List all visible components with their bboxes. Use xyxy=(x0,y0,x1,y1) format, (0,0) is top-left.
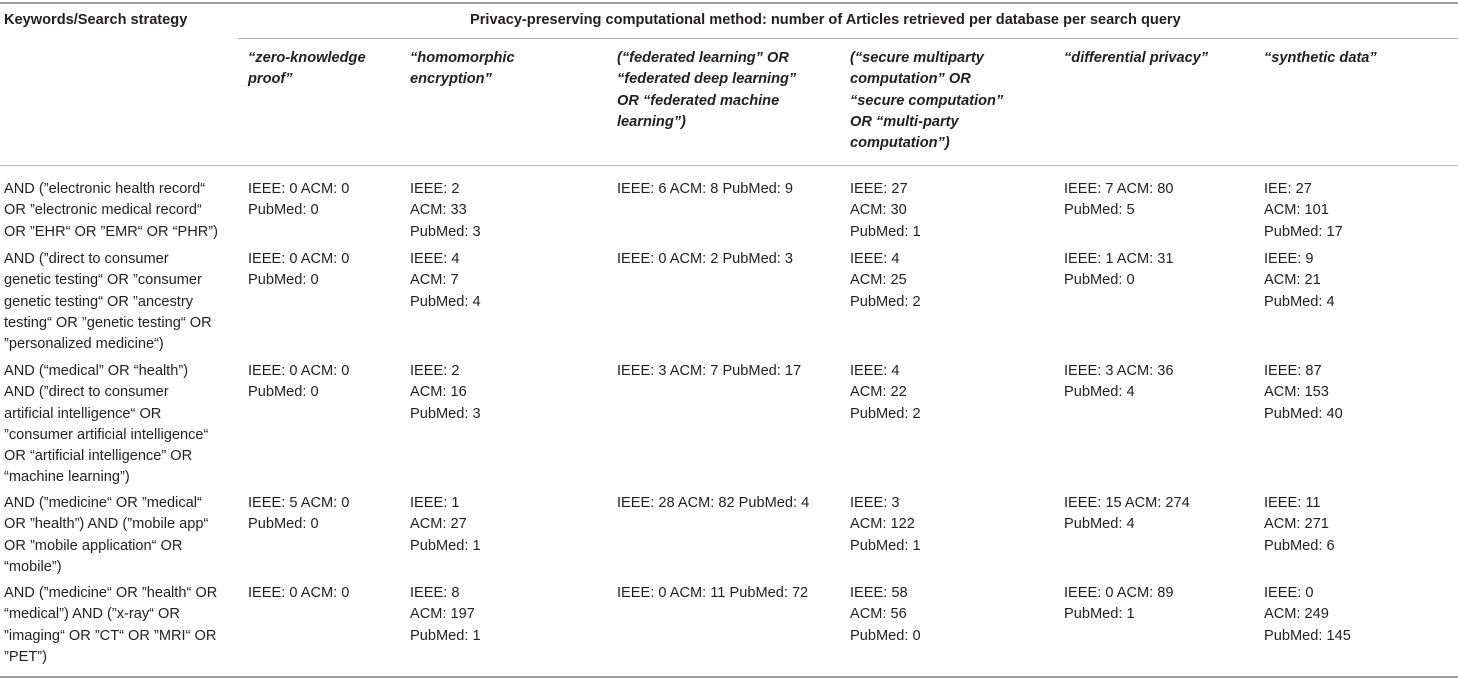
keyword-line: “medical”) AND (”x-ray“ OR xyxy=(4,606,180,623)
count-cell xyxy=(410,583,481,647)
count-line: PubMed: 0 xyxy=(248,202,319,219)
keyword-line: OR ”mobile application“ OR xyxy=(4,537,183,554)
count-line: IEEE: 15 ACM: 274 xyxy=(1064,495,1190,511)
column-header-line: “federated deep learning” xyxy=(617,71,797,88)
count-line: ACM: 25 xyxy=(850,272,907,289)
keyword-cell xyxy=(4,179,218,243)
corner-header: Keywords/Search strategy xyxy=(4,12,188,28)
count-line: IEEE: 28 ACM: 82 PubMed: 4 xyxy=(617,495,810,511)
count-line: PubMed: 40 xyxy=(1264,405,1343,422)
keyword-line: AND (“medical” OR “health”) xyxy=(4,363,189,379)
column-header-line: (“secure multiparty xyxy=(850,50,984,66)
count-line: IEEE: 87 xyxy=(1264,363,1322,379)
count-cell xyxy=(1064,361,1174,404)
count-line: PubMed: 1 xyxy=(1064,606,1135,623)
count-line: IEEE: 3 ACM: 7 PubMed: 17 xyxy=(617,363,802,379)
count-line: PubMed: 17 xyxy=(1264,223,1343,240)
column-header-line: OR “multi-party xyxy=(850,113,959,130)
count-cell xyxy=(617,493,809,514)
keyword-line: AND (”medicine“ OR ”health“ OR xyxy=(4,585,218,601)
count-line: PubMed: 6 xyxy=(1264,537,1335,554)
count-line: ACM: 33 xyxy=(410,202,467,219)
count-line: PubMed: 0 xyxy=(1064,272,1135,289)
count-line: PubMed: 0 xyxy=(850,627,921,644)
count-cell xyxy=(617,249,793,270)
count-line: ACM: 7 xyxy=(410,272,459,289)
count-cell xyxy=(850,583,921,647)
count-cell xyxy=(617,583,808,604)
count-line: PubMed: 1 xyxy=(410,627,481,644)
count-line: PubMed: 145 xyxy=(1264,627,1351,644)
count-cell xyxy=(1064,249,1174,292)
count-line: PubMed: 4 xyxy=(1064,384,1135,401)
keyword-line: OR “artificial intelligence” OR xyxy=(4,448,193,465)
column-header-1 xyxy=(248,48,366,91)
count-line: IEEE: 0 ACM: 0 xyxy=(248,585,350,601)
column-header-5 xyxy=(1064,48,1208,69)
count-line: IEEE: 2 xyxy=(410,181,460,197)
keyword-line: OR ”health”) AND (”mobile app“ xyxy=(4,516,209,533)
keyword-line: testing“ OR ”genetic testing“ OR xyxy=(4,314,212,331)
column-header-3 xyxy=(617,48,796,133)
column-header-line: OR “federated machine xyxy=(617,92,780,109)
count-line: PubMed: 1 xyxy=(850,537,921,554)
keyword-cell xyxy=(4,249,212,355)
count-line: IEEE: 3 ACM: 36 xyxy=(1064,363,1174,379)
count-line: IEEE: 9 xyxy=(1264,251,1314,267)
count-line: ACM: 101 xyxy=(1264,202,1329,219)
count-line: IEEE: 0 xyxy=(1264,585,1314,601)
count-line: PubMed: 4 xyxy=(1064,516,1135,533)
count-cell xyxy=(248,583,349,604)
count-line: IEEE: 27 xyxy=(850,181,908,197)
count-line: PubMed: 3 xyxy=(410,405,481,422)
count-line: IEEE: 1 xyxy=(410,495,460,511)
count-line: IEEE: 7 ACM: 80 xyxy=(1064,181,1174,197)
column-header-4 xyxy=(850,48,1003,154)
count-line: PubMed: 4 xyxy=(1264,293,1335,310)
column-header-line: “homomorphic xyxy=(410,50,515,66)
count-cell xyxy=(1264,179,1343,243)
table-bottom-rule xyxy=(0,676,1458,678)
count-cell xyxy=(410,361,481,425)
count-cell xyxy=(850,249,921,313)
count-line: ACM: 21 xyxy=(1264,272,1321,289)
count-line: ACM: 249 xyxy=(1264,606,1329,623)
count-cell xyxy=(1064,583,1174,626)
keyword-line: “mobile”) xyxy=(4,558,62,575)
count-cell xyxy=(1264,583,1351,647)
keyword-cell xyxy=(4,361,208,489)
count-line: IEEE: 0 ACM: 11 PubMed: 72 xyxy=(617,585,809,601)
count-line: PubMed: 0 xyxy=(248,516,319,533)
count-line: ACM: 153 xyxy=(1264,384,1329,401)
count-cell xyxy=(248,249,349,292)
keyword-line: ”imaging“ OR ”CT“ OR ”MRI“ OR xyxy=(4,627,217,644)
column-header-line: learning”) xyxy=(617,113,686,130)
count-line: IEEE: 11 xyxy=(1264,495,1321,511)
count-line: PubMed: 2 xyxy=(850,293,921,310)
count-cell xyxy=(850,179,921,243)
count-cell xyxy=(1264,493,1335,557)
keyword-line: OR ”electronic medical record“ xyxy=(4,202,202,219)
count-line: ACM: 197 xyxy=(410,606,475,623)
column-header-line: “synthetic data” xyxy=(1264,50,1377,66)
count-line: IEEE: 0 ACM: 0 xyxy=(248,181,350,197)
column-header-line: encryption” xyxy=(410,71,492,88)
count-line: ACM: 30 xyxy=(850,202,907,219)
count-line: IEEE: 6 ACM: 8 PubMed: 9 xyxy=(617,181,794,197)
keyword-line: genetic testing“ OR ”consumer xyxy=(4,272,202,289)
count-line: IEEE: 4 xyxy=(850,363,900,379)
column-header-line: “secure computation” xyxy=(850,92,1004,109)
column-header-line: computation” OR xyxy=(850,71,971,88)
count-cell xyxy=(248,361,349,404)
count-line: IEEE: 1 ACM: 31 xyxy=(1064,251,1174,267)
keyword-line: ”consumer artificial intelligence“ xyxy=(4,426,209,443)
count-cell xyxy=(850,361,921,425)
count-line: IEEE: 0 ACM: 2 PubMed: 3 xyxy=(617,251,794,267)
count-line: PubMed: 3 xyxy=(410,223,481,240)
count-line: PubMed: 4 xyxy=(410,293,481,310)
keyword-line: AND (”medicine“ OR ”medical“ xyxy=(4,495,202,511)
count-line: IEEE: 58 xyxy=(850,585,908,601)
count-line: ACM: 56 xyxy=(850,606,907,623)
keyword-cell xyxy=(4,583,217,668)
keyword-line: OR ”EHR“ OR ”EMR“ OR “PHR”) xyxy=(4,223,219,240)
count-cell xyxy=(410,493,481,557)
column-header-line: “differential privacy” xyxy=(1064,50,1209,66)
column-header-line: computation”) xyxy=(850,135,950,152)
table-top-rule xyxy=(0,2,1458,4)
count-cell xyxy=(1064,493,1190,536)
keyword-line: AND (”electronic health record“ xyxy=(4,181,206,197)
column-header-2 xyxy=(410,48,515,91)
keyword-line: ”PET”) xyxy=(4,648,47,665)
count-cell xyxy=(410,179,481,243)
count-cell xyxy=(1064,179,1174,222)
count-line: IEEE: 2 xyxy=(410,363,460,379)
count-cell xyxy=(248,179,349,222)
count-line: ACM: 271 xyxy=(1264,516,1329,533)
count-line: PubMed: 0 xyxy=(248,272,319,289)
keyword-line: AND (”direct to consumer xyxy=(4,251,169,267)
count-line: ACM: 16 xyxy=(410,384,467,401)
group-header: Privacy-preserving computational method: number of Articles retrieved per database per search query xyxy=(470,12,1181,28)
count-line: PubMed: 0 xyxy=(248,384,319,401)
count-line: PubMed: 2 xyxy=(850,405,921,422)
column-header-line: “zero-knowledge xyxy=(248,50,366,66)
count-line: IEEE: 4 xyxy=(850,251,900,267)
count-line: IEEE: 5 ACM: 0 xyxy=(248,495,350,511)
count-cell xyxy=(617,361,801,382)
count-cell xyxy=(617,179,793,200)
count-cell xyxy=(1264,249,1335,313)
count-line: IEEE: 4 xyxy=(410,251,460,267)
count-line: ACM: 122 xyxy=(850,516,915,533)
count-line: IEEE: 3 xyxy=(850,495,900,511)
keyword-line: ”personalized medicine“) xyxy=(4,336,164,353)
count-cell xyxy=(248,493,349,536)
column-header-6 xyxy=(1264,48,1377,69)
count-line: PubMed: 1 xyxy=(410,537,481,554)
count-line: PubMed: 1 xyxy=(850,223,921,240)
count-line: IEEE: 8 xyxy=(410,585,460,601)
count-line: ACM: 22 xyxy=(850,384,907,401)
keyword-line: AND (”direct to consumer xyxy=(4,384,169,401)
count-line: IEEE: 0 ACM: 0 xyxy=(248,363,350,379)
count-line: IEEE: 0 ACM: 0 xyxy=(248,251,350,267)
keyword-line: genetic testing“ OR ”ancestry xyxy=(4,293,193,310)
count-cell xyxy=(850,493,921,557)
column-header-line: (“federated learning” OR xyxy=(617,50,789,66)
group-header-rule xyxy=(238,38,1458,39)
keyword-line: “machine learning”) xyxy=(4,469,130,486)
count-line: PubMed: 5 xyxy=(1064,202,1135,219)
count-cell xyxy=(410,249,481,313)
keyword-cell xyxy=(4,493,208,578)
count-line: ACM: 27 xyxy=(410,516,467,533)
column-header-line: proof” xyxy=(248,71,293,88)
count-line: IEEE: 0 ACM: 89 xyxy=(1064,585,1174,601)
header-bottom-rule xyxy=(0,165,1458,166)
count-cell xyxy=(1264,361,1343,425)
count-line: IEE: 27 xyxy=(1264,181,1312,197)
keyword-line: artificial intelligence“ OR xyxy=(4,405,162,422)
